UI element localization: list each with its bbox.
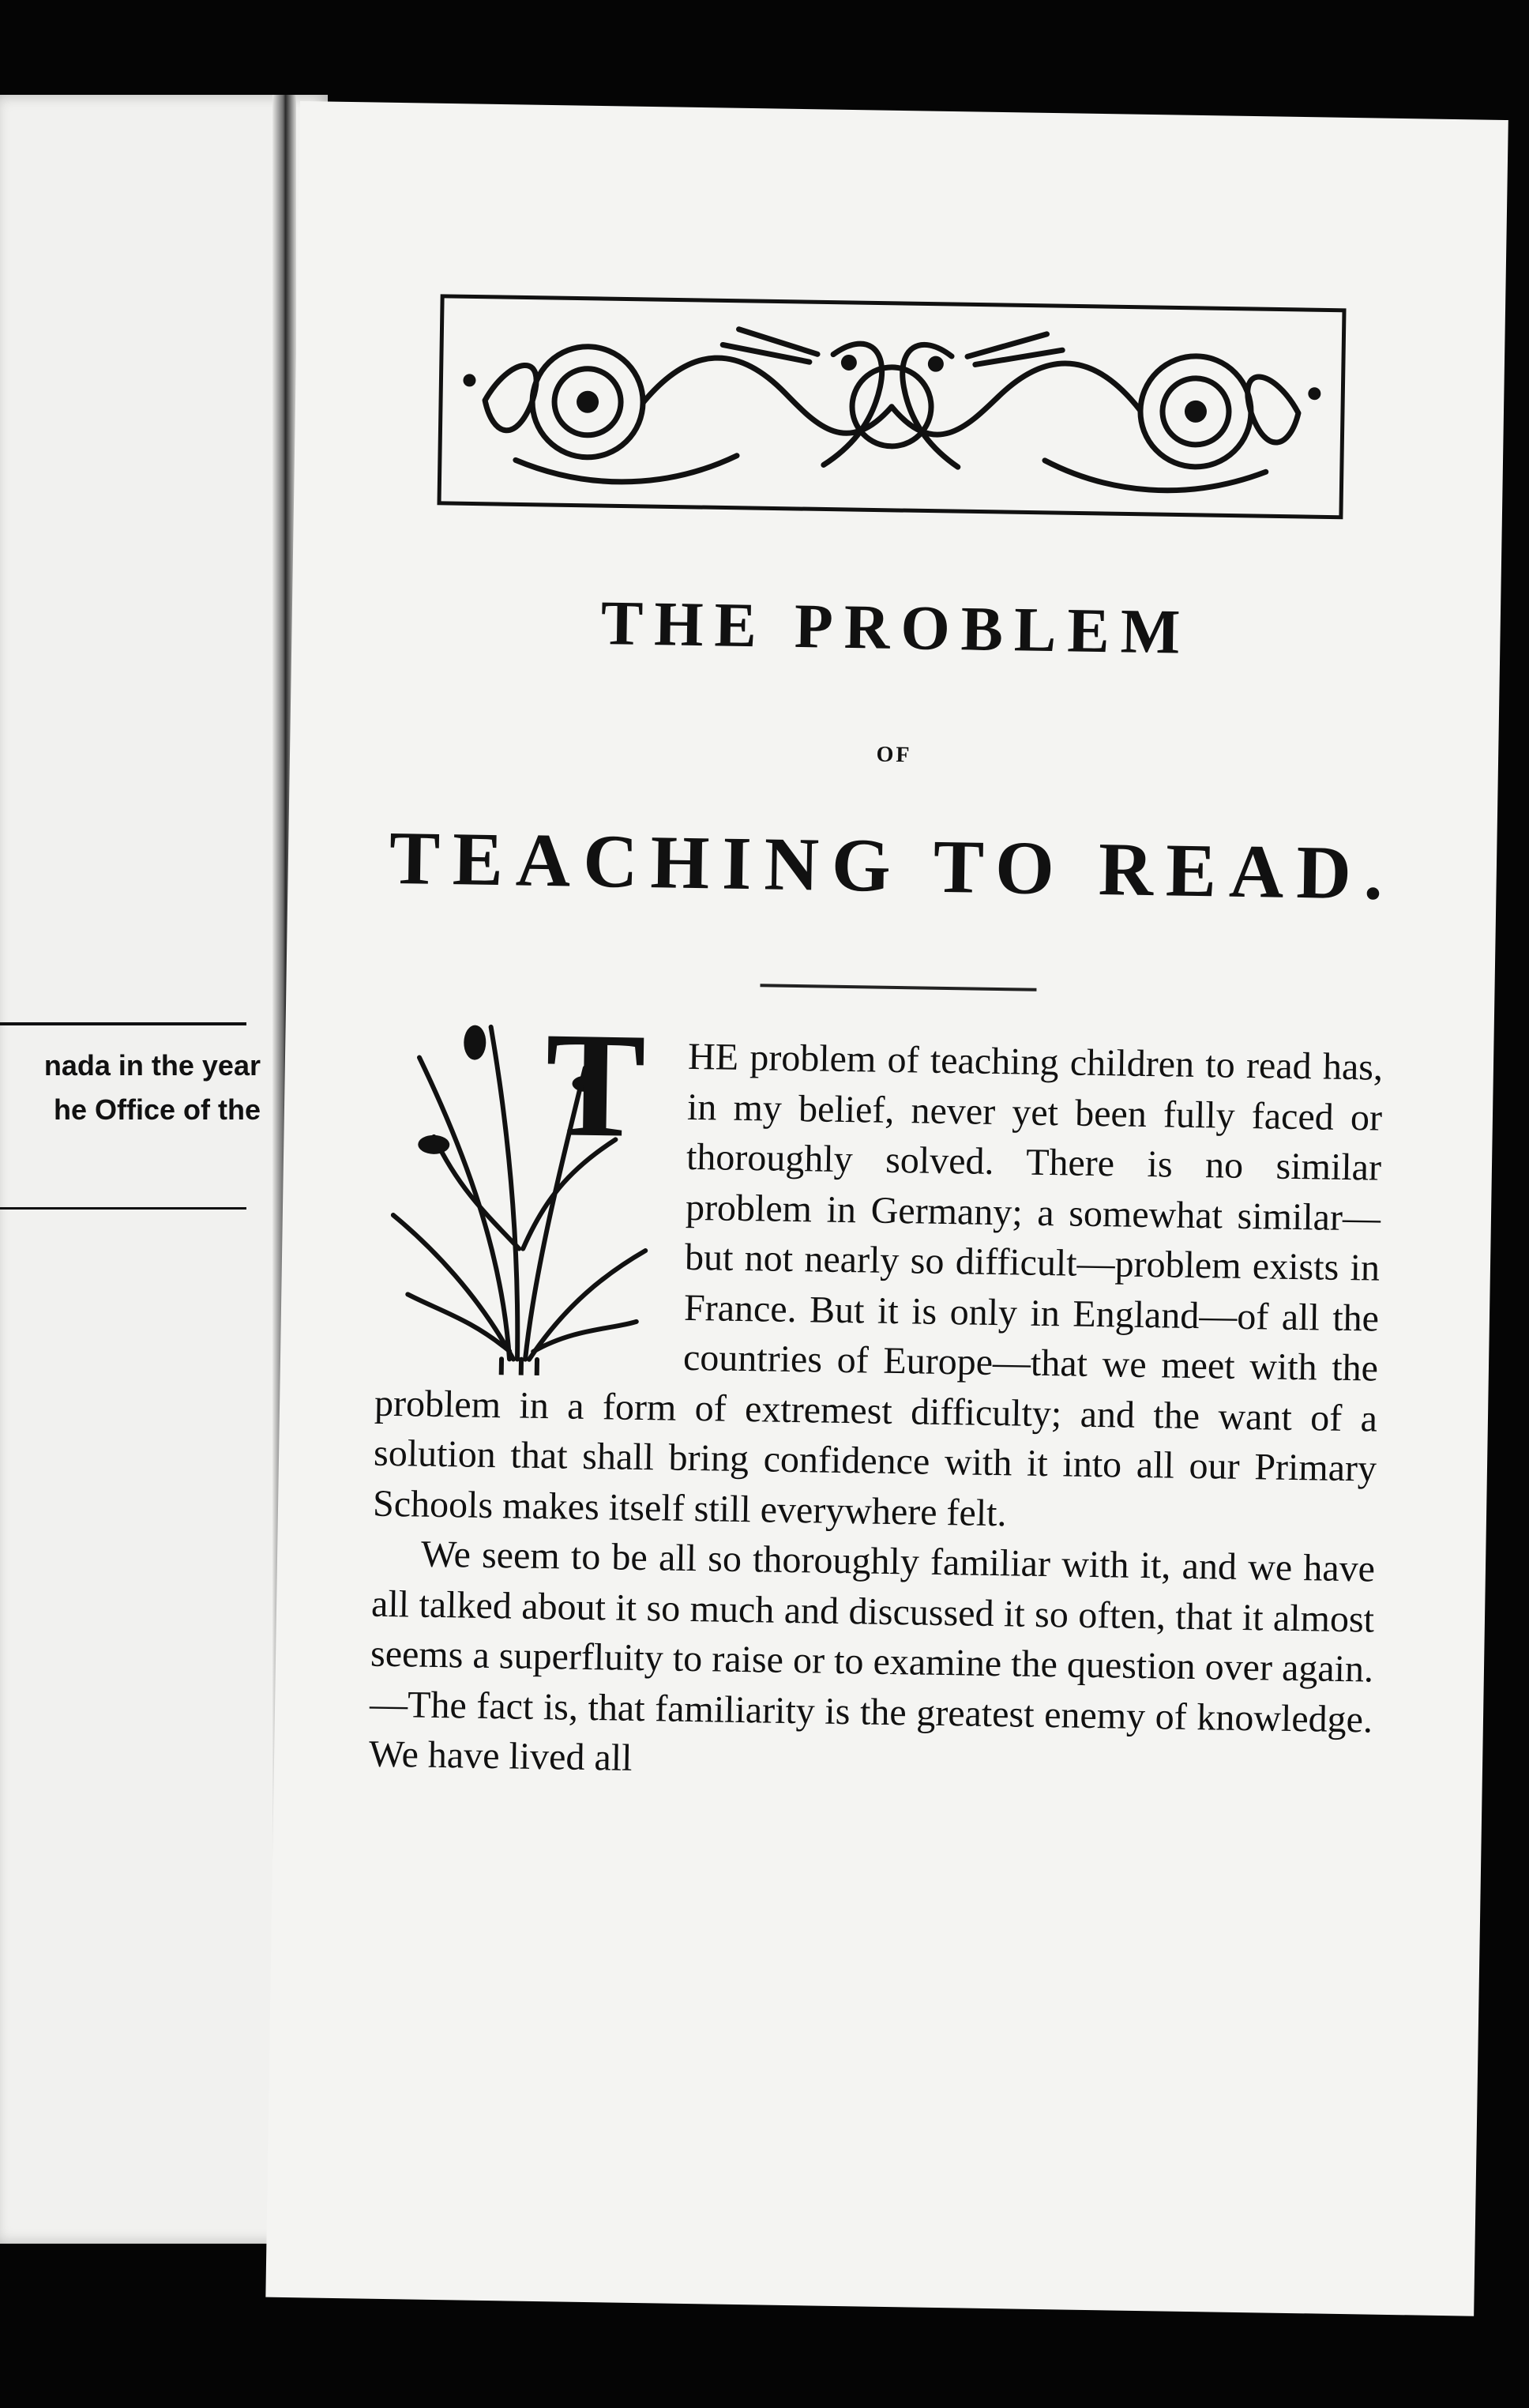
left-page-rule-bottom <box>0 1207 246 1210</box>
drop-cap-space <box>375 1027 689 1379</box>
body-paragraph-1: HE problem of teaching children to read has, in my belief, never yet been fully faced or thoroughly solved. There is no similar problem in Germany; a somewhat similar—but not nearly so difficult—problem exists in France. But it is only in England—of all the countries of Europe—that we meet with the problem in a form of extremest difficulty; and the want of a solution that shall bring confidence with it into all our Primary Schools makes itself still everywhere felt. <box>372 1035 1384 1534</box>
body-paragraph-2: We seem to be all so thoroughly familiar with it, and we have all talked about it so much and discussed it so often, that it almost seems a superfluity to raise or to examine the question over again.—The fact is, that familiarity is the greatest enemy of knowledge. We have lived all <box>368 1533 1376 1779</box>
left-page-text-line-1: nada in the year <box>43 1049 261 1082</box>
title-line-2: TEACHING TO READ. <box>389 815 1396 916</box>
ornamental-headpiece <box>436 293 1347 521</box>
title-divider-rule <box>760 984 1036 991</box>
right-page <box>265 101 1508 2316</box>
title-connector: OF <box>876 742 912 768</box>
left-page-text-line-2: he Office of the <box>53 1093 261 1126</box>
drop-cap-letter: T <box>543 1002 647 1170</box>
left-page-rule-top <box>0 1022 246 1025</box>
body-text <box>369 1027 1384 1795</box>
title-line-1: THE PROBLEM <box>600 589 1192 668</box>
